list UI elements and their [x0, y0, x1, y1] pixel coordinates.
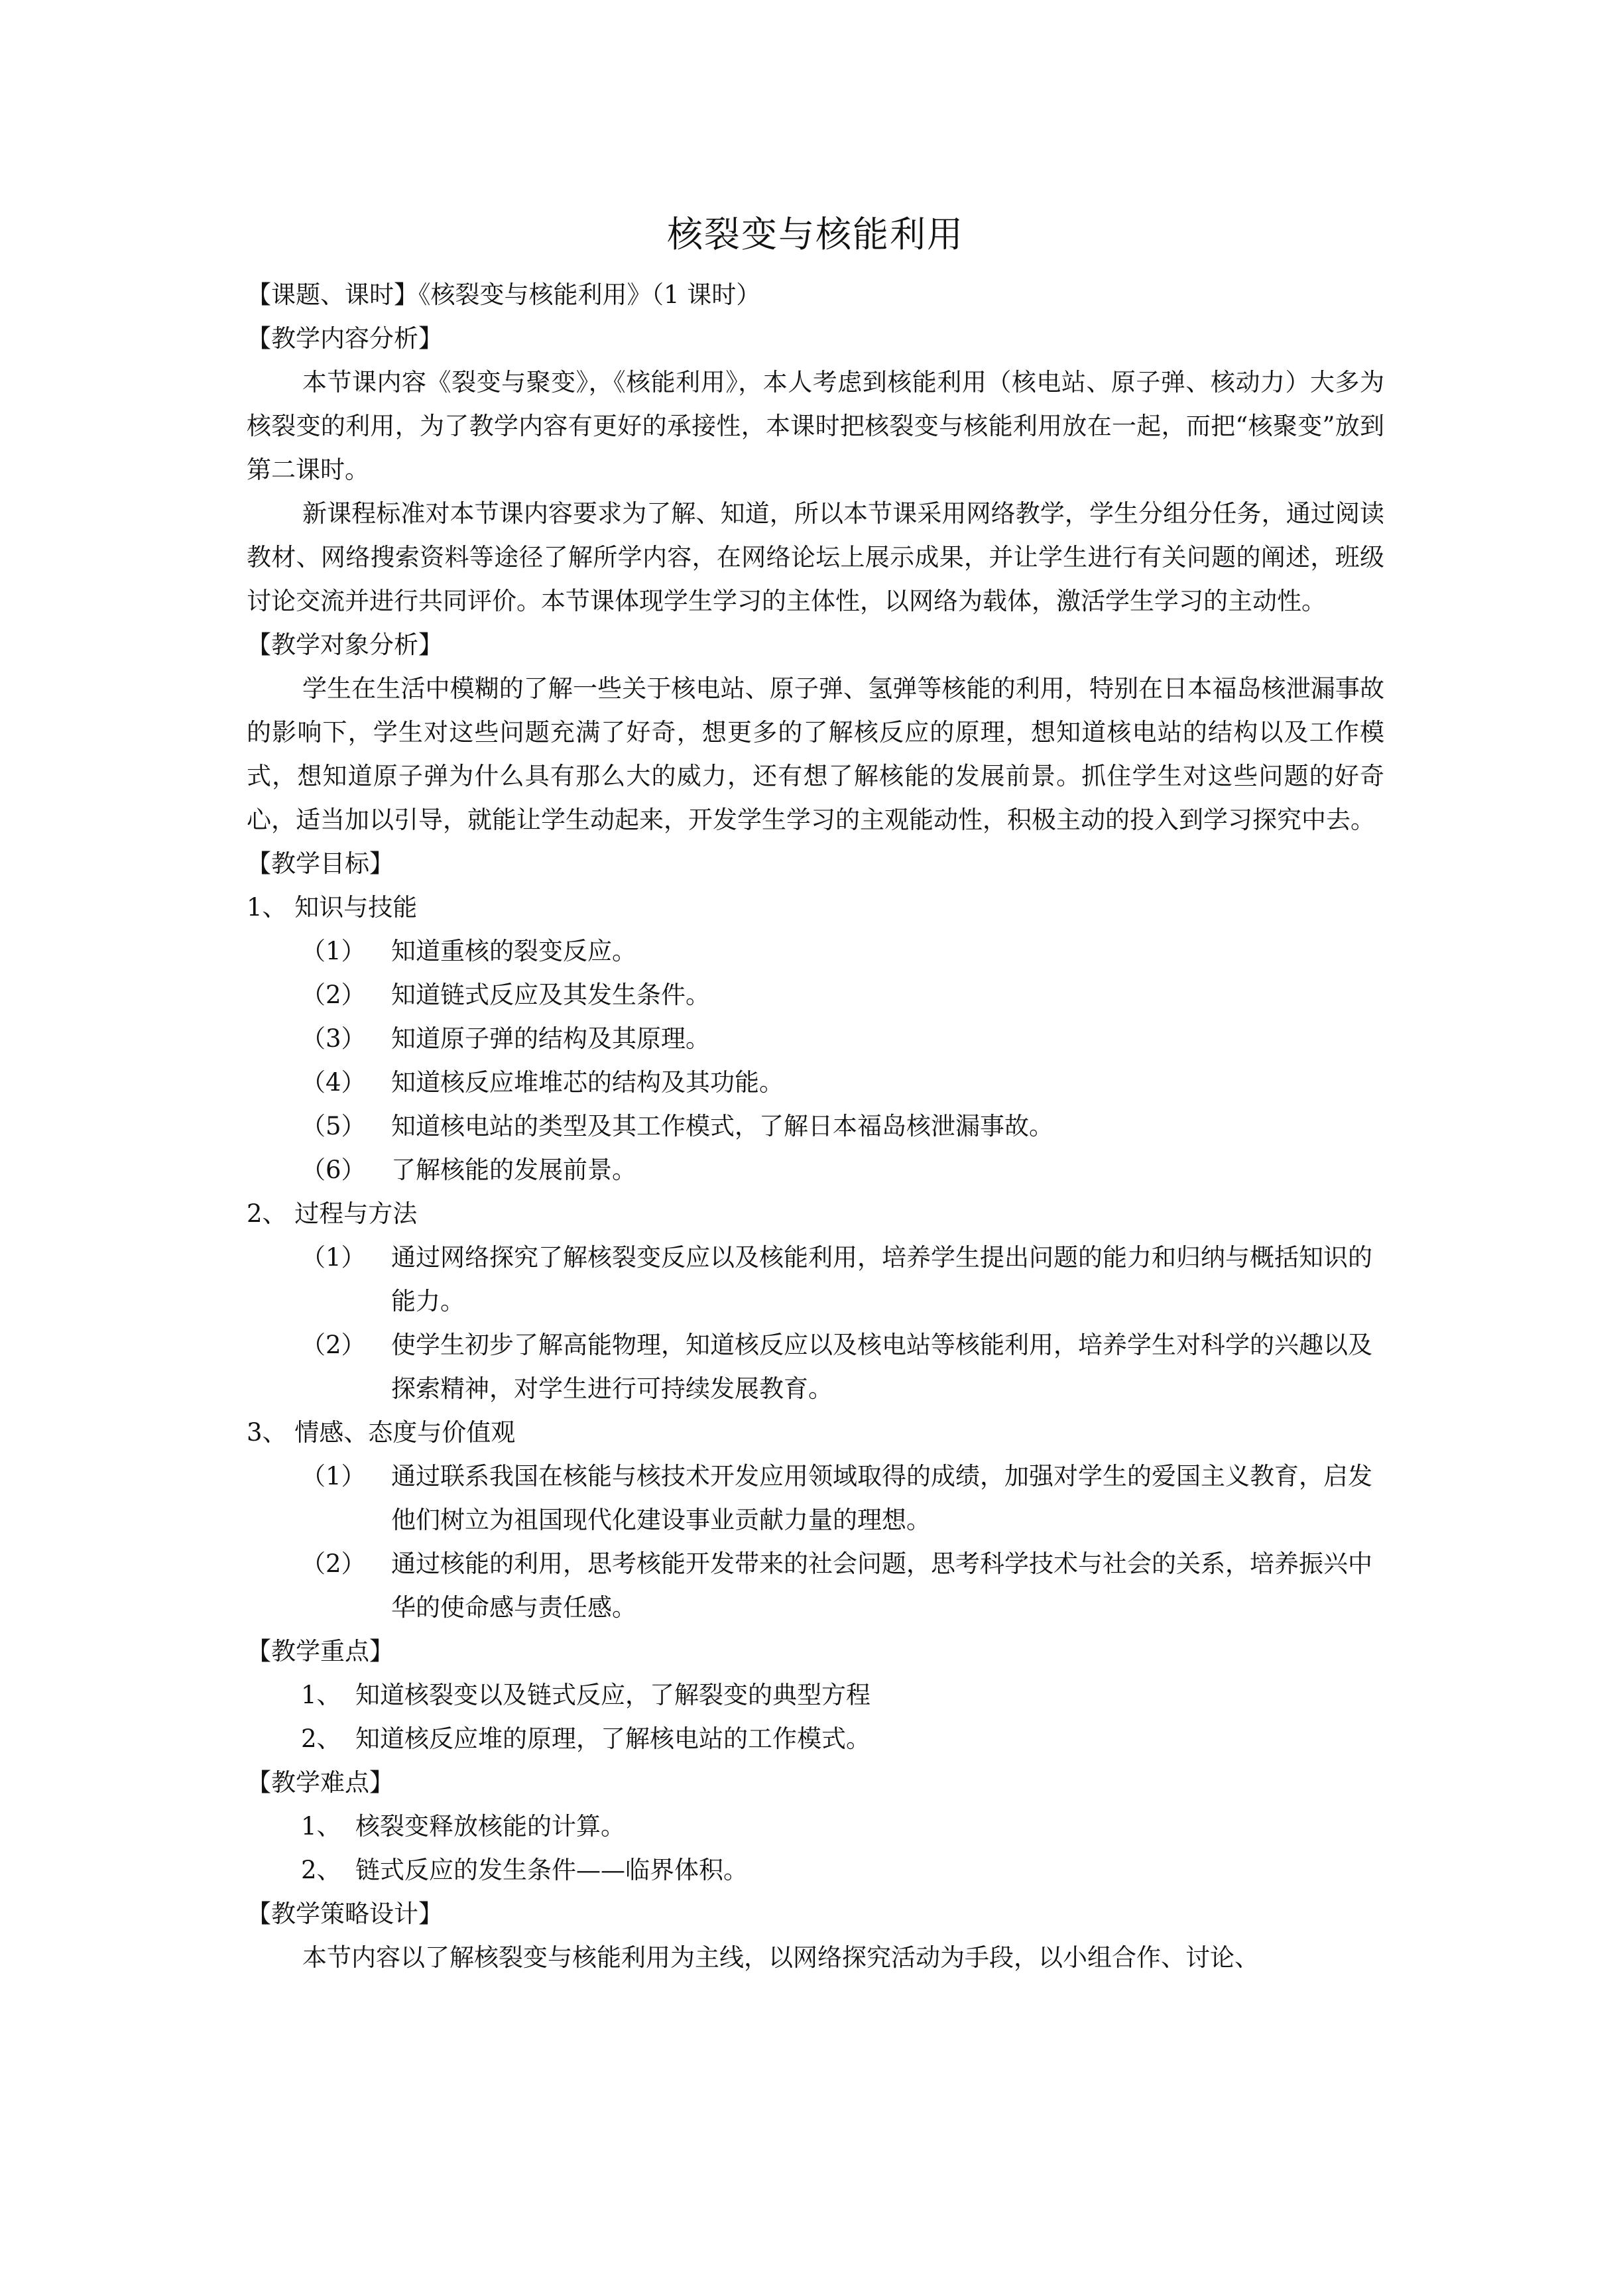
goal-item-number: （2） [301, 1331, 366, 1359]
goal-item-number: （2） [301, 981, 366, 1009]
strategy-heading: 【教学策略设计】 [247, 1900, 443, 1928]
goal-item-number: （5） [301, 1112, 366, 1140]
goal-item [247, 1323, 1384, 1411]
goal-item-text: 知道核反应堆堆芯的结构及其功能。 [391, 1068, 784, 1097]
goal-item [247, 1148, 1384, 1192]
content-analysis-paragraph-1: 本节课内容《裂变与聚变》，《核能利用》，本人考虑到核能利用（核电站、原子弹、核动力）大多为核裂变的利用，为了教学内容有更好的承接性，本课时把核裂变与核能利用放在一起，而把“核聚变”放到第二课时。 [247, 368, 1384, 484]
goal-item-text: 通过网络探究了解核裂变反应以及核能利用，培养学生提出问题的能力和归纳与概括知识的能力。 [391, 1243, 1372, 1315]
goal-item [247, 1017, 1384, 1061]
goal-item-text: 通过联系我国在核能与核技术开发应用领域取得的成绩，加强对学生的爱国主义教育，启发他们树立为祖国现代化建设事业贡献力量的理想。 [391, 1462, 1372, 1534]
document-title: 核裂变与核能利用 [667, 213, 964, 255]
goal-item-text: 知道核电站的类型及其工作模式，了解日本福岛核泄漏事故。 [391, 1112, 1053, 1140]
goal-group-attitude: 3、 情感、态度与价值观 [247, 1418, 516, 1447]
goal-item-text: 知道重核的裂变反应。 [391, 937, 636, 965]
key-point-number: 1、 [301, 1681, 341, 1709]
goal-item-text: 知道链式反应及其发生条件。 [391, 981, 710, 1009]
goal-item-number: （1） [301, 1243, 366, 1272]
audience-analysis-paragraph: 学生在生活中模糊的了解一些关于核电站、原子弹、氢弹等核能的利用，特别在日本福岛核泄漏事故的影响下，学生对这些问题充满了好奇，想更多的了解核反应的原理，想知道核电站的结构以及工作模式，想知道原子弹为什么具有那么大的威力，还有想了解核能的发展前景。抓住学生对这些问题的好奇心，适当加以引导，就能让学生动起来，开发学生学习的主观能动性，积极主动的投入到学习探究中去。 [247, 674, 1384, 834]
difficulty-item [247, 1848, 1384, 1892]
goal-item [247, 930, 1384, 973]
goal-item [247, 1455, 1384, 1542]
key-point-item [247, 1673, 1384, 1717]
goal-item-text: 通过核能的利用，思考核能开发带来的社会问题，思考科学技术与社会的关系，培养振兴中华的使命感与责任感。 [391, 1549, 1372, 1622]
difficulty-text: 链式反应的发生条件——临界体积。 [355, 1856, 748, 1884]
content-analysis-heading: 【教学内容分析】 [247, 324, 443, 353]
goal-item-number: （1） [301, 1462, 366, 1490]
difficulty-number: 1、 [301, 1812, 341, 1841]
lesson-line: 【课题、课时】《核裂变与核能利用》（1 课时） [247, 280, 761, 309]
goal-item-number: （1） [301, 937, 366, 965]
goals-heading: 【教学目标】 [247, 849, 394, 878]
goal-item [247, 1105, 1384, 1148]
key-point-text: 知道核裂变以及链式反应，了解裂变的典型方程 [355, 1681, 871, 1709]
difficulties-heading: 【教学难点】 [247, 1768, 394, 1797]
goal-item-text: 了解核能的发展前景。 [391, 1156, 636, 1184]
key-point-item [247, 1717, 1384, 1761]
goal-item-number: （6） [301, 1156, 366, 1184]
goal-item [247, 1542, 1384, 1630]
key-points-heading: 【教学重点】 [247, 1637, 394, 1665]
goal-item [247, 1236, 1384, 1323]
document-page [247, 211, 1384, 1980]
goal-item-text: 使学生初步了解高能物理，知道核反应以及核电站等核能利用，培养学生对科学的兴趣以及探索精神，对学生进行可持续发展教育。 [391, 1331, 1372, 1403]
goal-item [247, 1061, 1384, 1105]
goal-item-number: （4） [301, 1068, 366, 1097]
goal-group-knowledge: 1、 知识与技能 [247, 893, 418, 922]
key-point-number: 2、 [301, 1724, 341, 1753]
strategy-paragraph: 本节内容以了解核裂变与核能利用为主线，以网络探究活动为手段，以小组合作、讨论、 [302, 1943, 1259, 1972]
audience-analysis-heading: 【教学对象分析】 [247, 631, 443, 659]
difficulty-text: 核裂变释放核能的计算。 [355, 1812, 625, 1841]
difficulty-number: 2、 [301, 1856, 341, 1884]
goal-item-number: （3） [301, 1024, 366, 1053]
goal-item-text: 知道原子弹的结构及其原理。 [391, 1024, 710, 1053]
key-point-text: 知道核反应堆的原理，了解核电站的工作模式。 [355, 1724, 871, 1753]
content-analysis-paragraph-2: 新课程标准对本节课内容要求为了解、知道，所以本节课采用网络教学，学生分组分任务，通过阅读教材、网络搜索资料等途径了解所学内容，在网络论坛上展示成果，并让学生进行有关问题的阐述，班级讨论交流并进行共同评价。本节课体现学生学习的主体性，以网络为载体，激活学生学习的主动性。 [247, 499, 1384, 615]
difficulty-item [247, 1805, 1384, 1848]
goal-item [247, 973, 1384, 1017]
goal-item-number: （2） [301, 1549, 366, 1578]
goal-group-process: 2、 过程与方法 [247, 1199, 418, 1228]
